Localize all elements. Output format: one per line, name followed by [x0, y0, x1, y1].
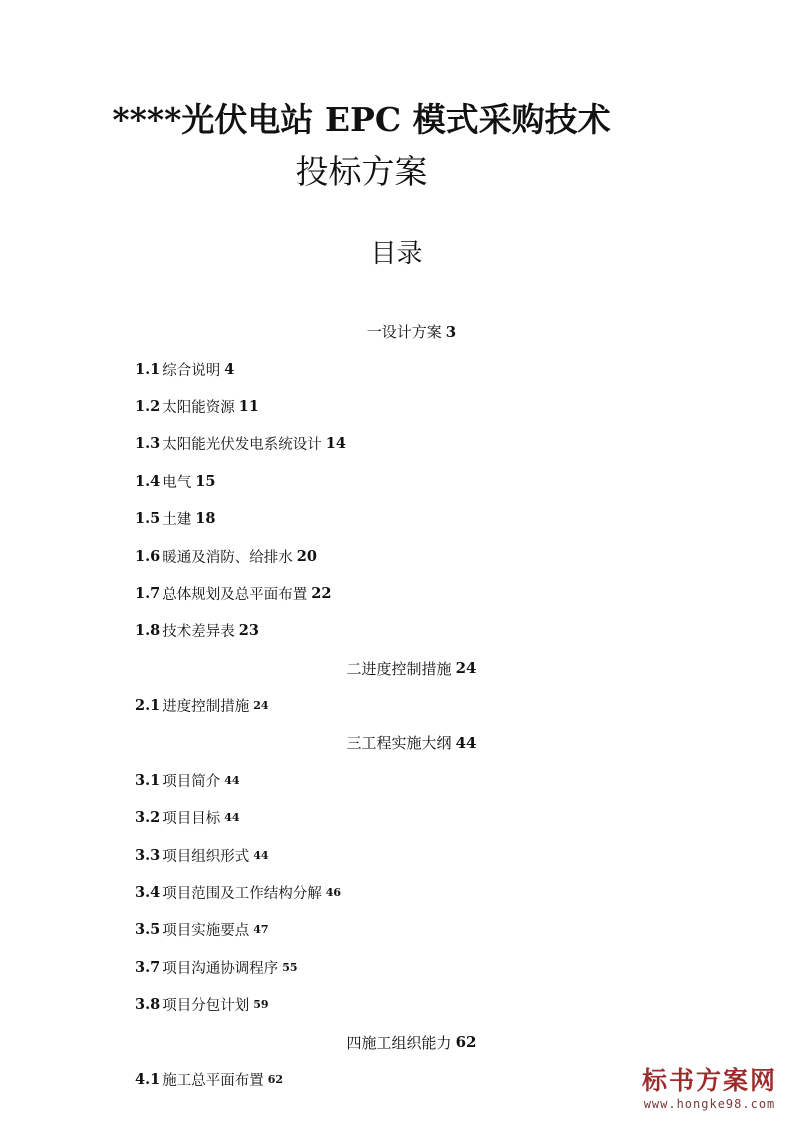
toc-entry-page: 14 — [325, 435, 346, 453]
toc-entry-number: 2.1 — [135, 697, 161, 715]
toc-entry-label: 项目简介 — [162, 773, 221, 790]
toc-entry-label: 四施工组织能力 — [346, 1033, 452, 1052]
toc-entry-page: 23 — [238, 622, 259, 640]
toc-entry-number: 1.1 — [135, 360, 161, 378]
toc-subsection-entry[interactable] — [0, 388, 793, 425]
toc-entry-label: 太阳能资源 — [162, 399, 235, 416]
toc-section-entry[interactable] — [0, 313, 793, 350]
toc-entry-label: 进度控制措施 — [162, 699, 250, 716]
watermark-url: www.hongke98.com — [643, 1097, 776, 1111]
toc-subsection-entry[interactable] — [0, 986, 793, 1023]
toc-entry-label: 项目范围及工作结构分解 — [162, 886, 322, 903]
toc-entry-page: 15 — [195, 472, 216, 490]
toc-subsection-entry[interactable] — [0, 425, 793, 462]
toc-subsection-entry[interactable] — [0, 762, 793, 799]
toc-entry-page: 46 — [325, 886, 342, 900]
toc-entry-number: 3.4 — [135, 884, 161, 902]
toc-entry-number: 1.6 — [135, 547, 161, 565]
document-title-line1: ****光伏电站 EPC 模式采购技术 — [112, 100, 611, 139]
toc-entry-label: 土建 — [162, 512, 192, 529]
toc-heading: 目录 — [370, 239, 423, 269]
toc-entry-label: 项目沟通协调程序 — [162, 960, 279, 977]
toc-entry-number: 1.2 — [135, 397, 161, 415]
toc-entry-page: 24 — [455, 659, 477, 678]
toc-subsection-entry[interactable] — [0, 911, 793, 948]
toc-entry-page: 22 — [311, 584, 332, 602]
toc-entry-label: 项目目标 — [162, 811, 221, 828]
toc-entry-label: 二进度控制措施 — [346, 659, 452, 678]
toc-subsection-entry[interactable] — [0, 874, 793, 911]
toc-entry-page: 3 — [445, 322, 457, 341]
toc-entry-page: 18 — [195, 510, 216, 528]
toc-subsection-entry[interactable] — [0, 836, 793, 873]
toc-entry-number: 1.5 — [135, 510, 161, 528]
toc-entry-number: 1.3 — [135, 435, 161, 453]
toc-entry-number: 1.8 — [135, 622, 161, 640]
watermark-logo: 标书方案网 — [641, 1066, 777, 1095]
toc-entry-page: 62 — [455, 1033, 477, 1052]
toc-subsection-entry[interactable] — [0, 463, 793, 500]
toc-subsection-entry[interactable] — [0, 537, 793, 574]
toc-subsection-entry[interactable] — [0, 575, 793, 612]
toc-entry-page: 24 — [253, 699, 269, 713]
toc-entry-label: 项目实施要点 — [162, 923, 250, 940]
toc-entry-page: 44 — [224, 811, 240, 825]
document-title-line2: 投标方案 — [295, 152, 428, 191]
toc-entry-page: 4 — [224, 360, 235, 378]
watermark — [642, 1066, 777, 1112]
toc-entry-number: 3.8 — [135, 996, 161, 1014]
toc-subsection-entry[interactable] — [0, 687, 793, 724]
toc-entry-page: 55 — [282, 960, 298, 974]
table-of-contents — [0, 313, 793, 1098]
toc-entry-label: 太阳能光伏发电系统设计 — [162, 437, 322, 454]
toc-entry-label: 项目分包计划 — [162, 998, 250, 1015]
toc-entry-number: 3.3 — [135, 846, 161, 864]
toc-subsection-entry[interactable] — [0, 500, 793, 537]
toc-entry-label: 一设计方案 — [366, 323, 442, 342]
toc-entry-label: 暖通及消防、给排水 — [162, 549, 293, 566]
toc-entry-label: 总体规划及总平面布置 — [162, 586, 308, 603]
toc-entry-label: 项目组织形式 — [162, 848, 250, 865]
toc-entry-page: 44 — [224, 773, 240, 787]
toc-entry-number: 4.1 — [135, 1071, 161, 1088]
toc-entry-page: 44 — [455, 733, 477, 752]
toc-entry-page: 11 — [238, 397, 259, 415]
toc-subsection-entry[interactable] — [0, 350, 793, 387]
toc-entry-label: 综合说明 — [162, 362, 221, 379]
toc-entry-label: 三工程实施大纲 — [346, 734, 452, 753]
toc-entry-number: 3.2 — [135, 809, 161, 827]
toc-entry-page: 47 — [253, 923, 269, 937]
toc-section-entry[interactable] — [0, 650, 793, 687]
toc-entry-page: 62 — [267, 1073, 284, 1086]
toc-entry-page: 59 — [253, 998, 269, 1012]
toc-section-entry[interactable] — [0, 1023, 793, 1060]
toc-entry-number: 1.7 — [135, 584, 161, 602]
toc-entry-number: 3.5 — [135, 921, 161, 939]
toc-entry-number: 3.1 — [135, 771, 161, 789]
toc-entry-number: 1.4 — [135, 472, 161, 490]
toc-entry-number: 3.7 — [135, 958, 161, 976]
toc-entry-label: 施工总平面布置 — [162, 1073, 264, 1089]
toc-entry-label: 技术差异表 — [162, 624, 235, 641]
toc-entry-label: 电气 — [162, 474, 192, 491]
toc-subsection-entry[interactable] — [0, 949, 793, 986]
toc-section-entry[interactable] — [0, 724, 793, 761]
toc-entry-page: 44 — [253, 848, 269, 862]
toc-entry-page: 20 — [296, 547, 317, 565]
toc-subsection-entry[interactable] — [0, 612, 793, 649]
toc-subsection-entry[interactable] — [0, 799, 793, 836]
